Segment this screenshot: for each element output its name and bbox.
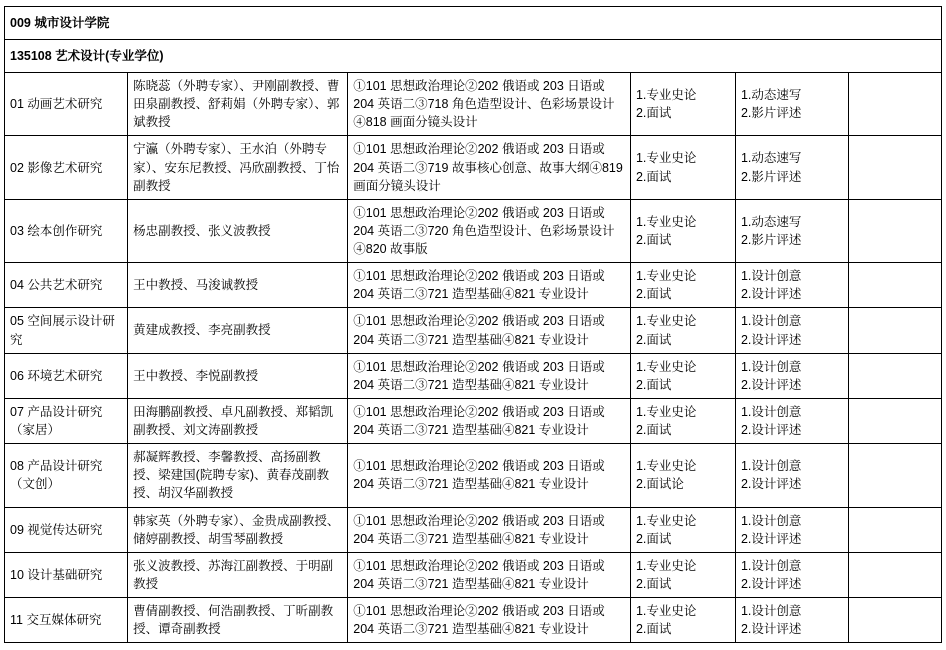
table-row bbox=[5, 353, 942, 398]
tutor-list: 陈晓蕊（外聘专家）、尹刚副教授、曹田泉副教授、舒莉娟（外聘专家）、郭斌教授 bbox=[128, 73, 348, 136]
retest-subjects-2-line: 2.设计评述 bbox=[740, 332, 802, 347]
retest-subjects-2 bbox=[735, 444, 848, 507]
retest-subjects-2 bbox=[735, 598, 848, 643]
retest-subjects-2 bbox=[735, 263, 848, 308]
retest-subjects-1-line: 2.面试 bbox=[635, 531, 672, 546]
retest-subjects-1 bbox=[630, 73, 735, 136]
retest-subjects-2-line: 1.设计创意 bbox=[740, 404, 802, 419]
retest-subjects-2-line: 2.设计评述 bbox=[740, 622, 802, 637]
research-direction: 06 环境艺术研究 bbox=[5, 353, 128, 398]
retest-subjects-2-line: 2.影片评述 bbox=[740, 169, 802, 184]
research-direction: 03 绘本创作研究 bbox=[5, 199, 128, 262]
tutor-list: 郝凝辉教授、李馨教授、高扬副教授、梁建国(院聘专家)、黄春茂副教授、胡汉华副教授 bbox=[128, 444, 348, 507]
retest-subjects-2-line: 2.设计评述 bbox=[740, 287, 802, 302]
exam-subjects: ①101 思想政治理论②202 俄语或 203 日语或 204 英语二③721 造型基础④821 专业设计 bbox=[348, 598, 631, 643]
retest-subjects-1-line: 2.面试 bbox=[635, 169, 672, 184]
retest-subjects-2-line: 2.影片评述 bbox=[740, 232, 802, 247]
retest-subjects-2 bbox=[735, 136, 848, 199]
retest-subjects-1-line: 1.专业史论 bbox=[635, 214, 697, 229]
tutor-list: 黄建成教授、李亮副教授 bbox=[128, 308, 348, 353]
remarks bbox=[849, 552, 942, 597]
retest-subjects-2-line: 1.设计创意 bbox=[740, 359, 802, 374]
retest-subjects-2 bbox=[735, 199, 848, 262]
retest-subjects-2-line: 1.设计创意 bbox=[740, 513, 802, 528]
exam-subjects: ①101 思想政治理论②202 俄语或 203 日语或 204 英语二③721 造型基础④821 专业设计 bbox=[348, 398, 631, 443]
research-direction: 05 空间展示设计研究 bbox=[5, 308, 128, 353]
remarks bbox=[849, 353, 942, 398]
retest-subjects-1-line: 1.专业史论 bbox=[635, 359, 697, 374]
retest-subjects-1-line: 1.专业史论 bbox=[635, 558, 697, 573]
exam-subjects: ①101 思想政治理论②202 俄语或 203 日语或 204 英语二③721 造型基础④821 专业设计 bbox=[348, 444, 631, 507]
remarks bbox=[849, 199, 942, 262]
research-direction: 10 设计基础研究 bbox=[5, 552, 128, 597]
exam-subjects: ①101 思想政治理论②202 俄语或 203 日语或 204 英语二③721 造型基础④821 专业设计 bbox=[348, 353, 631, 398]
retest-subjects-1-line: 2.面试 bbox=[635, 377, 672, 392]
tutor-list: 张义波教授、苏海江副教授、于明副教授 bbox=[128, 552, 348, 597]
retest-subjects-2-line: 1.动态速写 bbox=[740, 214, 802, 229]
college-name: 009 城市设计学院 bbox=[5, 7, 942, 40]
retest-subjects-1 bbox=[630, 263, 735, 308]
research-direction: 04 公共艺术研究 bbox=[5, 263, 128, 308]
retest-subjects-2-line: 1.设计创意 bbox=[740, 604, 802, 618]
table-row bbox=[5, 263, 942, 308]
retest-subjects-1 bbox=[630, 598, 735, 643]
retest-subjects-1-line: 1.专业史论 bbox=[635, 269, 697, 284]
remarks bbox=[849, 398, 942, 443]
table-row bbox=[5, 398, 942, 443]
retest-subjects-1-line: 1.专业史论 bbox=[635, 604, 697, 618]
retest-subjects-2 bbox=[735, 398, 848, 443]
retest-subjects-1-line: 2.面试 bbox=[635, 423, 672, 437]
major-header-row bbox=[5, 40, 942, 73]
remarks bbox=[849, 73, 942, 136]
retest-subjects-1-line: 1.专业史论 bbox=[635, 459, 697, 474]
retest-subjects-2-line: 1.设计创意 bbox=[740, 558, 802, 573]
retest-subjects-1-line: 2.面试 bbox=[635, 622, 672, 637]
retest-subjects-1 bbox=[630, 507, 735, 552]
remarks bbox=[849, 136, 942, 199]
retest-subjects-2-line: 2.影片评述 bbox=[740, 106, 802, 121]
retest-subjects-1-line: 2.面试 bbox=[635, 287, 672, 302]
admission-table-body bbox=[5, 7, 942, 643]
tutor-list: 王中教授、马浚诚教授 bbox=[128, 263, 348, 308]
remarks bbox=[849, 263, 942, 308]
remarks bbox=[849, 598, 942, 643]
remarks bbox=[849, 507, 942, 552]
exam-subjects: ①101 思想政治理论②202 俄语或 203 日语或 204 英语二③721 造型基础④821 专业设计 bbox=[348, 552, 631, 597]
retest-subjects-2 bbox=[735, 353, 848, 398]
retest-subjects-2-line: 2.设计评述 bbox=[740, 531, 802, 546]
retest-subjects-2 bbox=[735, 308, 848, 353]
exam-subjects: ①101 思想政治理论②202 俄语或 203 日语或 204 英语二③721 造型基础④821 专业设计 bbox=[348, 308, 631, 353]
retest-subjects-1-line: 1.专业史论 bbox=[635, 513, 697, 528]
retest-subjects-1 bbox=[630, 398, 735, 443]
tutor-list: 曹倩副教授、何浩副教授、丁昕副教授、谭奇副教授 bbox=[128, 598, 348, 643]
remarks bbox=[849, 308, 942, 353]
retest-subjects-1 bbox=[630, 353, 735, 398]
table-row bbox=[5, 199, 942, 262]
retest-subjects-2 bbox=[735, 552, 848, 597]
retest-subjects-2 bbox=[735, 73, 848, 136]
exam-subjects: ①101 思想政治理论②202 俄语或 203 日语或 204 英语二③718 角色造型设计、色彩场景设计④818 画面分镜头设计 bbox=[348, 73, 631, 136]
table-row bbox=[5, 507, 942, 552]
table-row bbox=[5, 73, 942, 136]
retest-subjects-2-line: 1.设计创意 bbox=[740, 459, 802, 474]
tutor-list: 韩家英（外聘专家）、金贵成副教授、储婷副教授、胡雪琴副教授 bbox=[128, 507, 348, 552]
tutor-list: 杨忠副教授、张义波教授 bbox=[128, 199, 348, 262]
retest-subjects-2-line: 1.动态速写 bbox=[740, 151, 802, 166]
research-direction: 11 交互媒体研究 bbox=[5, 598, 128, 643]
retest-subjects-2-line: 1.设计创意 bbox=[740, 269, 802, 284]
retest-subjects-1 bbox=[630, 308, 735, 353]
exam-subjects: ①101 思想政治理论②202 俄语或 203 日语或 204 英语二③720 角色造型设计、色彩场景设计④820 故事版 bbox=[348, 199, 631, 262]
retest-subjects-1-line: 2.面试 bbox=[635, 332, 672, 347]
retest-subjects-1 bbox=[630, 444, 735, 507]
retest-subjects-1-line: 1.专业史论 bbox=[635, 404, 697, 419]
research-direction: 01 动画艺术研究 bbox=[5, 73, 128, 136]
major-name: 135108 艺术设计(专业学位) bbox=[5, 40, 942, 73]
retest-subjects-2-line: 1.设计创意 bbox=[740, 314, 802, 329]
retest-subjects-2 bbox=[735, 507, 848, 552]
retest-subjects-2-line: 2.设计评述 bbox=[740, 477, 802, 492]
retest-subjects-1-line: 2.面试 bbox=[635, 576, 672, 591]
exam-subjects: ①101 思想政治理论②202 俄语或 203 日语或 204 英语二③721 造型基础④821 专业设计 bbox=[348, 263, 631, 308]
research-direction: 02 影像艺术研究 bbox=[5, 136, 128, 199]
table-row bbox=[5, 598, 942, 643]
retest-subjects-2-line: 2.设计评述 bbox=[740, 576, 802, 591]
admission-table bbox=[4, 6, 942, 643]
retest-subjects-1 bbox=[630, 199, 735, 262]
tutor-list: 王中教授、李悦副教授 bbox=[128, 353, 348, 398]
college-header-row bbox=[5, 7, 942, 40]
exam-subjects: ①101 思想政治理论②202 俄语或 203 日语或 204 英语二③721 造型基础④821 专业设计 bbox=[348, 507, 631, 552]
retest-subjects-2-line: 1.动态速写 bbox=[740, 88, 802, 103]
retest-subjects-1-line: 2.面试 bbox=[635, 106, 672, 121]
retest-subjects-1-line: 1.专业史论 bbox=[635, 88, 697, 103]
table-row bbox=[5, 444, 942, 507]
retest-subjects-1-line: 2.面试论 bbox=[635, 477, 684, 492]
table-row bbox=[5, 136, 942, 199]
table-row bbox=[5, 552, 942, 597]
retest-subjects-1 bbox=[630, 552, 735, 597]
retest-subjects-1-line: 2.面试 bbox=[635, 232, 672, 247]
retest-subjects-2-line: 2.设计评述 bbox=[740, 423, 802, 437]
remarks bbox=[849, 444, 942, 507]
retest-subjects-1-line: 1.专业史论 bbox=[635, 314, 697, 329]
tutor-list: 宁瀛（外聘专家）、王水泊（外聘专家）、安东尼教授、冯欣副教授、丁怡副教授 bbox=[128, 136, 348, 199]
retest-subjects-2-line: 2.设计评述 bbox=[740, 377, 802, 392]
exam-subjects: ①101 思想政治理论②202 俄语或 203 日语或 204 英语二③719 故事核心创意、故事大纲④819 画面分镜头设计 bbox=[348, 136, 631, 199]
tutor-list: 田海鹏副教授、卓凡副教授、郑韬凯副教授、刘文涛副教授 bbox=[128, 398, 348, 443]
research-direction: 08 产品设计研究（文创） bbox=[5, 444, 128, 507]
retest-subjects-1 bbox=[630, 136, 735, 199]
research-direction: 09 视觉传达研究 bbox=[5, 507, 128, 552]
table-row bbox=[5, 308, 942, 353]
retest-subjects-1-line: 1.专业史论 bbox=[635, 151, 697, 166]
research-direction: 07 产品设计研究（家居） bbox=[5, 398, 128, 443]
